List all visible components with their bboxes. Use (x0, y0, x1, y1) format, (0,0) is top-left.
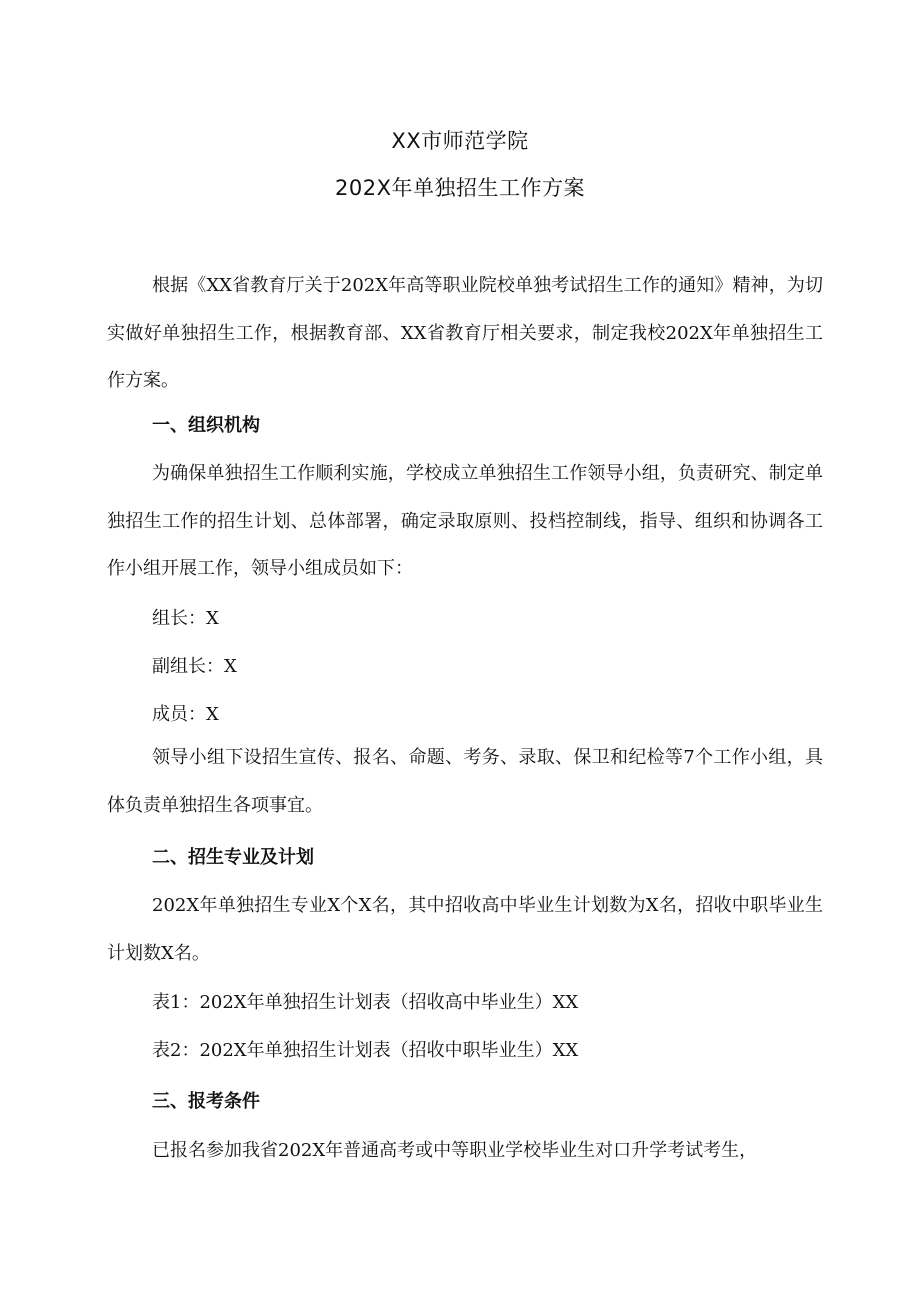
leader-line: 组长：X (152, 608, 219, 629)
organization-paragraph: 为确保单独招生工作顺利实施，学校成立单独招生工作领导小组，负责研究、制定单独招生工作的招生计划、总体部署，确定录取原则、投档控制线，指导、组织和协调各工作小组开展工作，领导小组成员如下： (107, 463, 823, 579)
intro-paragraph: 根据《XX省教育厅关于202X年高等职业院校单独考试招生工作的通知》精神，为切实做好单独招生工作，根据教育部、XX省教育厅相关要求，制定我校202X年单独招生工作方案。 (107, 275, 823, 391)
working-groups-paragraph: 领导小组下设招生宣传、报名、命题、考务、录取、保卫和纪检等7个工作小组，具体负责单独招生各项事宜。 (107, 747, 823, 816)
plan-paragraph: 202X年单独招生专业X个X名，其中招收高中毕业生计划数为X名，招收中职毕业生计划数X名。 (107, 895, 823, 964)
section-heading-plan: 二、招生专业及计划 (152, 847, 314, 868)
document-title-plan: 202X年单独招生工作方案 (335, 176, 585, 200)
table-reference-1: 表1：202X年单独招生计划表（招收高中毕业生）XX (152, 992, 579, 1013)
table-reference-2: 表2：202X年单独招生计划表（招收中职毕业生）XX (152, 1040, 579, 1061)
section-heading-organization: 一、组织机构 (152, 415, 260, 436)
deputy-leader-line: 副组长：X (152, 656, 237, 677)
document-title-institution: XX市师范学院 (391, 129, 529, 153)
eligibility-paragraph: 已报名参加我省202X年普通高考或中等职业学校毕业生对口升学考试考生， (152, 1140, 758, 1161)
members-line: 成员：X (152, 704, 219, 725)
section-heading-eligibility: 三、报考条件 (152, 1091, 260, 1112)
